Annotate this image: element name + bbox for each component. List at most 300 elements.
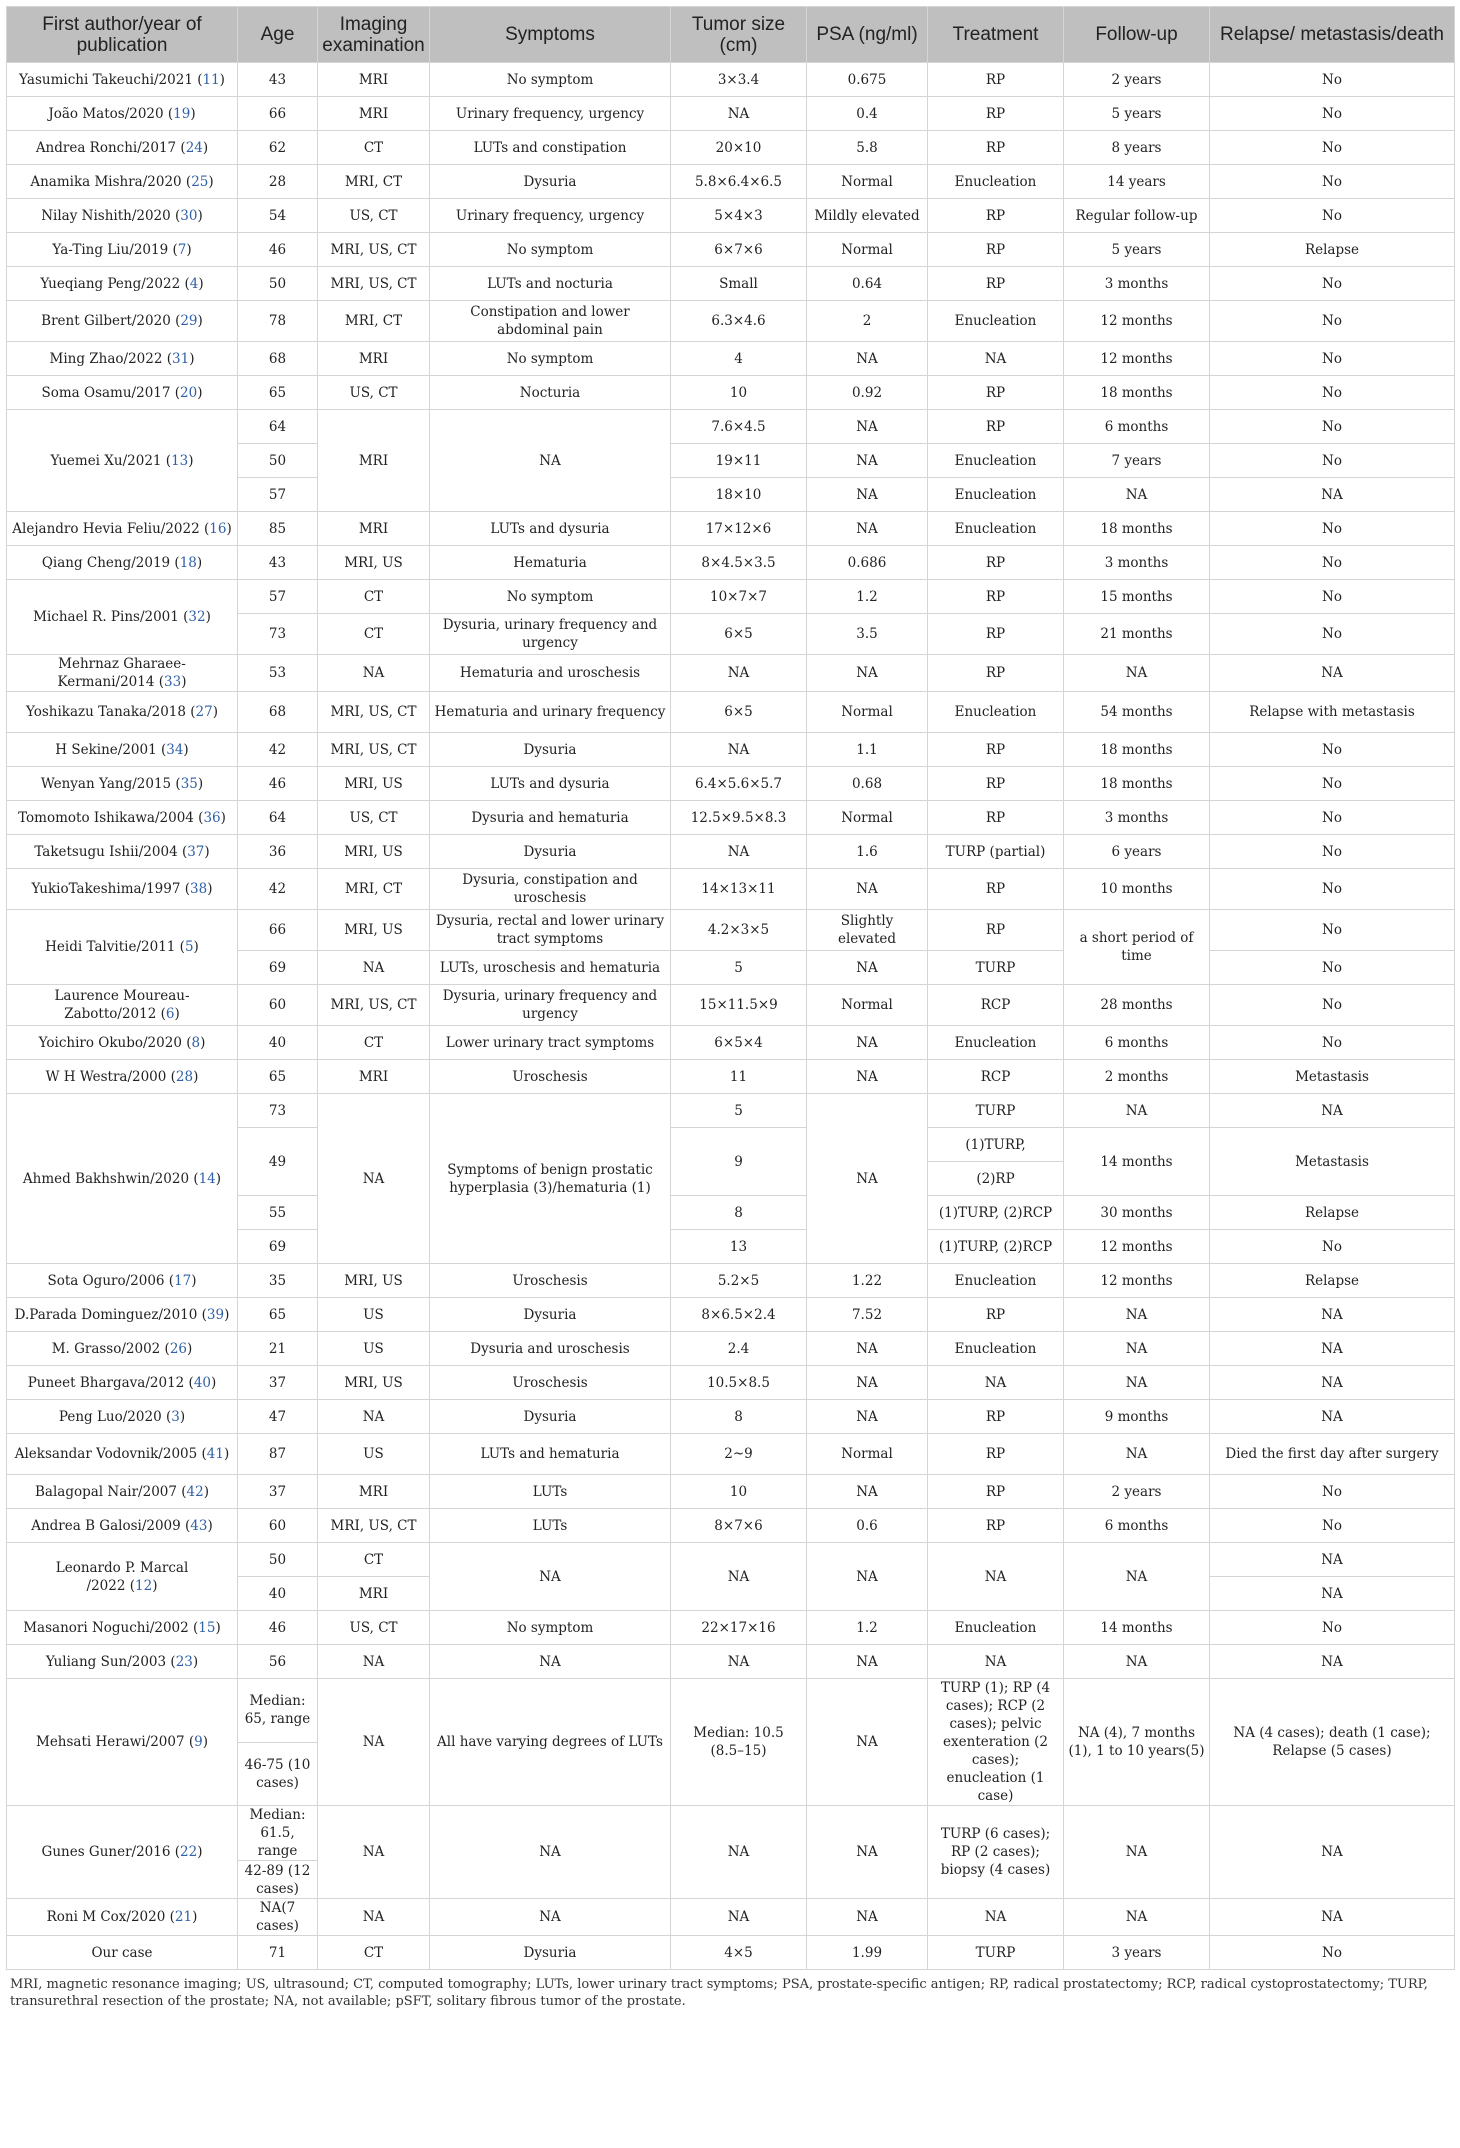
header-treatment: Treatment bbox=[928, 7, 1064, 63]
cell-author: Yoichiro Okubo/2020 (8) bbox=[7, 1026, 238, 1060]
cell-psa: NA bbox=[807, 1094, 928, 1264]
reference-link[interactable]: 25 bbox=[191, 173, 209, 190]
cell-treatment: RP bbox=[928, 233, 1064, 267]
reference-link[interactable]: 12 bbox=[135, 1577, 153, 1594]
cell-imaging: MRI, US bbox=[318, 1366, 430, 1400]
cell-imaging: MRI, US, CT bbox=[318, 1509, 430, 1543]
reference-link[interactable]: 30 bbox=[180, 207, 198, 224]
cell-symptoms: Dysuria bbox=[430, 733, 671, 767]
cell-treatment: RP bbox=[928, 97, 1064, 131]
cell-followup: 9 months bbox=[1064, 1400, 1210, 1434]
table-row bbox=[7, 1806, 1455, 1861]
cell-psa: NA bbox=[807, 444, 928, 478]
cell-symptoms: Dysuria, rectal and lower urinary tract symptoms bbox=[430, 910, 671, 951]
cell-relapse: No bbox=[1210, 869, 1455, 910]
cell-imaging: MRI bbox=[318, 1475, 430, 1509]
cell-tumor-size: 17×12×6 bbox=[671, 512, 807, 546]
cell-treatment: TURP bbox=[928, 1936, 1064, 1970]
cell-treatment: RP bbox=[928, 1509, 1064, 1543]
reference-link[interactable]: 38 bbox=[190, 881, 208, 897]
reference-link[interactable]: 5 bbox=[184, 939, 194, 955]
cell-relapse: No bbox=[1210, 1475, 1455, 1509]
cell-age: 71 bbox=[238, 1936, 318, 1970]
cell-followup: 6 months bbox=[1064, 1509, 1210, 1543]
cell-treatment: (1)TURP, bbox=[928, 1128, 1064, 1162]
cell-followup: a short period of time bbox=[1064, 910, 1210, 985]
cell-tumor-size: 10 bbox=[671, 376, 807, 410]
reference-link[interactable]: 41 bbox=[206, 1446, 224, 1462]
cell-relapse: NA (4 cases); death (1 case); Relapse (5 cases) bbox=[1210, 1679, 1455, 1806]
table-row bbox=[7, 546, 1455, 580]
reference-link[interactable]: 19 bbox=[173, 105, 191, 122]
cell-imaging: MRI, US bbox=[318, 1264, 430, 1298]
cell-relapse: No bbox=[1210, 410, 1455, 444]
cell-relapse: NA bbox=[1210, 1366, 1455, 1400]
cell-followup: NA bbox=[1064, 1543, 1210, 1611]
cell-psa: 5.8 bbox=[807, 131, 928, 165]
reference-link[interactable]: 24 bbox=[185, 139, 203, 156]
cell-relapse: Relapse bbox=[1210, 1196, 1455, 1230]
cell-author: Balagopal Nair/2007 (42) bbox=[7, 1475, 238, 1509]
cell-age: 36 bbox=[238, 835, 318, 869]
table-body bbox=[7, 63, 1455, 1970]
reference-link[interactable]: 32 bbox=[188, 609, 206, 625]
cell-followup: 3 months bbox=[1064, 801, 1210, 835]
cell-tumor-size: 6×5×4 bbox=[671, 1026, 807, 1060]
reference-link[interactable]: 4 bbox=[189, 275, 199, 292]
cell-imaging: CT bbox=[318, 1026, 430, 1060]
cell-imaging: US, CT bbox=[318, 199, 430, 233]
cell-imaging: NA bbox=[318, 1899, 430, 1936]
cell-followup: NA bbox=[1064, 1366, 1210, 1400]
cell-symptoms: Dysuria and hematuria bbox=[430, 801, 671, 835]
cell-age: 57 bbox=[238, 580, 318, 614]
cell-author: Yueqiang Peng/2022 (4) bbox=[7, 267, 238, 301]
cell-relapse: No bbox=[1210, 835, 1455, 869]
table-row bbox=[7, 801, 1455, 835]
cell-imaging: NA bbox=[318, 1400, 430, 1434]
reference-link[interactable]: 29 bbox=[180, 313, 198, 329]
cell-followup: 15 months bbox=[1064, 580, 1210, 614]
cell-followup: 2 months bbox=[1064, 1060, 1210, 1094]
cell-tumor-size: 3×3.4 bbox=[671, 63, 807, 97]
cell-imaging: MRI, US bbox=[318, 546, 430, 580]
reference-link[interactable]: 7 bbox=[177, 241, 187, 258]
cell-psa: 1.2 bbox=[807, 580, 928, 614]
cell-imaging: US bbox=[318, 1434, 430, 1475]
cell-imaging: CT bbox=[318, 131, 430, 165]
cell-psa: Normal bbox=[807, 692, 928, 733]
table-row bbox=[7, 376, 1455, 410]
cell-treatment: NA bbox=[928, 342, 1064, 376]
cell-age: 55 bbox=[238, 1196, 318, 1230]
cell-psa: 3.5 bbox=[807, 614, 928, 655]
cell-treatment: TURP (1); RP (4 cases); RCP (2 cases); pelvic exenteration (2 cases); enucleation (1 case) bbox=[928, 1679, 1064, 1806]
reference-link[interactable]: 40 bbox=[193, 1374, 212, 1391]
cell-treatment: Enucleation bbox=[928, 1264, 1064, 1298]
reference-link[interactable]: 22 bbox=[180, 1844, 198, 1860]
cell-psa: 7.52 bbox=[807, 1298, 928, 1332]
cell-age: 43 bbox=[238, 63, 318, 97]
cell-tumor-size: 13 bbox=[671, 1230, 807, 1264]
cell-relapse: No bbox=[1210, 580, 1455, 614]
cell-age: Median: 61.5, range bbox=[238, 1806, 318, 1861]
reference-link[interactable]: 9 bbox=[194, 1734, 203, 1750]
cell-symptoms: NA bbox=[430, 1543, 671, 1611]
table-row bbox=[7, 1366, 1455, 1400]
reference-link[interactable]: 42 bbox=[186, 1483, 204, 1500]
cell-relapse: NA bbox=[1210, 655, 1455, 692]
reference-link[interactable]: 13 bbox=[171, 452, 189, 469]
cell-treatment: RCP bbox=[928, 1060, 1064, 1094]
cell-treatment: RP bbox=[928, 910, 1064, 951]
cell-relapse: No bbox=[1210, 63, 1455, 97]
table-row bbox=[7, 1298, 1455, 1332]
cell-author: Brent Gilbert/2020 (29) bbox=[7, 301, 238, 342]
cell-imaging: MRI, US, CT bbox=[318, 233, 430, 267]
table-row bbox=[7, 342, 1455, 376]
reference-link[interactable]: 8 bbox=[191, 1034, 201, 1051]
cell-author: Taketsugu Ishii/2004 (37) bbox=[7, 835, 238, 869]
cell-imaging: MRI bbox=[318, 512, 430, 546]
cell-author: Masanori Noguchi/2002 (15) bbox=[7, 1611, 238, 1645]
cell-psa: 0.64 bbox=[807, 267, 928, 301]
table-row bbox=[7, 267, 1455, 301]
cell-tumor-size: Median: 10.5 (8.5–15) bbox=[671, 1679, 807, 1806]
cell-symptoms: No symptom bbox=[430, 580, 671, 614]
reference-link[interactable]: 17 bbox=[174, 1272, 192, 1289]
cell-treatment: Enucleation bbox=[928, 165, 1064, 199]
cell-followup: NA bbox=[1064, 1645, 1210, 1679]
cell-age: 78 bbox=[238, 301, 318, 342]
cell-author: Yoshikazu Tanaka/2018 (27) bbox=[7, 692, 238, 733]
cell-treatment: RP bbox=[928, 580, 1064, 614]
table-row bbox=[7, 63, 1455, 97]
cell-author: Ahmed Bakhshwin/2020 (14) bbox=[7, 1094, 238, 1264]
cell-symptoms: Dysuria, urinary frequency and urgency bbox=[430, 614, 671, 655]
cell-psa: 1.6 bbox=[807, 835, 928, 869]
cell-symptoms: LUTs and constipation bbox=[430, 131, 671, 165]
cell-psa: 1.22 bbox=[807, 1264, 928, 1298]
cell-followup: NA bbox=[1064, 1094, 1210, 1128]
reference-link[interactable]: 6 bbox=[165, 1006, 175, 1022]
table-row bbox=[7, 910, 1455, 951]
cell-tumor-size: 5×4×3 bbox=[671, 199, 807, 233]
cell-psa: NA bbox=[807, 1366, 928, 1400]
cell-relapse: NA bbox=[1210, 1332, 1455, 1366]
cell-age: 65 bbox=[238, 1298, 318, 1332]
cell-treatment: Enucleation bbox=[928, 444, 1064, 478]
header-symptoms: Symptoms bbox=[430, 7, 671, 63]
cell-tumor-size: 7.6×4.5 bbox=[671, 410, 807, 444]
reference-link[interactable]: 31 bbox=[172, 350, 190, 367]
cell-author: João Matos/2020 (19) bbox=[7, 97, 238, 131]
cell-psa: NA bbox=[807, 1400, 928, 1434]
reference-link[interactable]: 20 bbox=[180, 384, 198, 401]
cell-tumor-size: 5.2×5 bbox=[671, 1264, 807, 1298]
cell-imaging: MRI, US bbox=[318, 767, 430, 801]
cell-symptoms: Symptoms of benign prostatic hyperplasia (3)/hematuria (1) bbox=[430, 1094, 671, 1264]
cell-symptoms: NA bbox=[430, 1645, 671, 1679]
cell-psa: NA bbox=[807, 410, 928, 444]
table-row bbox=[7, 1679, 1455, 1743]
cell-author: Peng Luo/2020 (3) bbox=[7, 1400, 238, 1434]
cell-age: 37 bbox=[238, 1366, 318, 1400]
cell-age: 66 bbox=[238, 910, 318, 951]
cell-author: Ming Zhao/2022 (31) bbox=[7, 342, 238, 376]
cell-psa: 0.6 bbox=[807, 1509, 928, 1543]
cell-age: 56 bbox=[238, 1645, 318, 1679]
cell-symptoms: LUTs bbox=[430, 1509, 671, 1543]
cell-relapse: No bbox=[1210, 1611, 1455, 1645]
cell-psa: NA bbox=[807, 1543, 928, 1611]
table-row bbox=[7, 512, 1455, 546]
reference-link[interactable]: 11 bbox=[202, 71, 220, 88]
cell-psa: Normal bbox=[807, 801, 928, 835]
cell-author: Soma Osamu/2017 (20) bbox=[7, 376, 238, 410]
table-row bbox=[7, 580, 1455, 614]
header-author: First author/year of publication bbox=[7, 7, 238, 63]
cell-relapse: No bbox=[1210, 801, 1455, 835]
table-row bbox=[7, 97, 1455, 131]
cell-author: Our case bbox=[7, 1936, 238, 1970]
cell-relapse: No bbox=[1210, 199, 1455, 233]
reference-link[interactable]: 16 bbox=[209, 520, 227, 537]
reference-link[interactable]: 36 bbox=[203, 809, 221, 826]
cell-tumor-size: 5.8×6.4×6.5 bbox=[671, 165, 807, 199]
header-tumor-size: Tumor size (cm) bbox=[671, 7, 807, 63]
cell-age: 42 bbox=[238, 733, 318, 767]
cell-relapse: No bbox=[1210, 614, 1455, 655]
cell-treatment: RP bbox=[928, 410, 1064, 444]
cell-imaging: CT bbox=[318, 580, 430, 614]
cell-psa: NA bbox=[807, 478, 928, 512]
table-row bbox=[7, 1060, 1455, 1094]
cell-age: 87 bbox=[238, 1434, 318, 1475]
cell-followup: 14 months bbox=[1064, 1611, 1210, 1645]
cell-symptoms: NA bbox=[430, 1806, 671, 1899]
table-row bbox=[7, 1332, 1455, 1366]
cell-imaging: MRI bbox=[318, 97, 430, 131]
cell-age: 64 bbox=[238, 801, 318, 835]
cell-age: 40 bbox=[238, 1026, 318, 1060]
cell-tumor-size: 5 bbox=[671, 1094, 807, 1128]
cell-psa: NA bbox=[807, 1806, 928, 1899]
cell-treatment: RP bbox=[928, 801, 1064, 835]
reference-link[interactable]: 15 bbox=[198, 1619, 216, 1636]
cell-symptoms: Hematuria bbox=[430, 546, 671, 580]
header-followup: Follow-up bbox=[1064, 7, 1210, 63]
cell-tumor-size: 5 bbox=[671, 951, 807, 985]
cell-relapse: No bbox=[1210, 951, 1455, 985]
cell-treatment: RP bbox=[928, 1400, 1064, 1434]
cell-imaging: NA bbox=[318, 1645, 430, 1679]
table-row bbox=[7, 410, 1455, 444]
cell-tumor-size: 4×5 bbox=[671, 1936, 807, 1970]
cell-tumor-size: NA bbox=[671, 1543, 807, 1611]
cell-tumor-size: 18×10 bbox=[671, 478, 807, 512]
cell-followup: 3 years bbox=[1064, 1936, 1210, 1970]
cell-psa: NA bbox=[807, 1899, 928, 1936]
cell-relapse: No bbox=[1210, 546, 1455, 580]
cell-symptoms: Dysuria bbox=[430, 165, 671, 199]
cell-treatment: Enucleation bbox=[928, 1026, 1064, 1060]
table-row bbox=[7, 1509, 1455, 1543]
cell-tumor-size: 8 bbox=[671, 1196, 807, 1230]
cell-followup: 5 years bbox=[1064, 97, 1210, 131]
cell-imaging: NA bbox=[318, 1679, 430, 1806]
reference-link[interactable]: 23 bbox=[175, 1653, 193, 1670]
cell-treatment: Enucleation bbox=[928, 301, 1064, 342]
reference-link[interactable]: 3 bbox=[171, 1408, 180, 1425]
cell-tumor-size: 15×11.5×9 bbox=[671, 985, 807, 1026]
table-row bbox=[7, 1434, 1455, 1475]
cell-psa: 0.686 bbox=[807, 546, 928, 580]
header-age: Age bbox=[238, 7, 318, 63]
cell-symptoms: LUTs, uroschesis and hematuria bbox=[430, 951, 671, 985]
cell-psa: 1.1 bbox=[807, 733, 928, 767]
cell-tumor-size: 4.2×3×5 bbox=[671, 910, 807, 951]
cell-psa: NA bbox=[807, 342, 928, 376]
cell-tumor-size: NA bbox=[671, 1645, 807, 1679]
cell-followup: 14 years bbox=[1064, 165, 1210, 199]
cell-age: 46 bbox=[238, 1611, 318, 1645]
cell-treatment: Enucleation bbox=[928, 1332, 1064, 1366]
table-row bbox=[7, 1026, 1455, 1060]
cell-relapse: NA bbox=[1210, 478, 1455, 512]
cell-psa: 0.4 bbox=[807, 97, 928, 131]
cell-symptoms: All have varying degrees of LUTs bbox=[430, 1679, 671, 1806]
table-row bbox=[7, 1264, 1455, 1298]
header-imaging: Imaging examination bbox=[318, 7, 430, 63]
cell-age: Median: 65, range bbox=[238, 1679, 318, 1743]
cell-followup: 8 years bbox=[1064, 131, 1210, 165]
cell-tumor-size: Small bbox=[671, 267, 807, 301]
cell-treatment: RP bbox=[928, 1475, 1064, 1509]
cell-relapse: No bbox=[1210, 512, 1455, 546]
cell-imaging: CT bbox=[318, 1936, 430, 1970]
cell-symptoms: Dysuria, constipation and uroschesis bbox=[430, 869, 671, 910]
reference-link[interactable]: 37 bbox=[187, 843, 205, 860]
cell-psa: NA bbox=[807, 512, 928, 546]
cell-author: M. Grasso/2002 (26) bbox=[7, 1332, 238, 1366]
cell-psa: NA bbox=[807, 1645, 928, 1679]
cell-tumor-size: 6×7×6 bbox=[671, 233, 807, 267]
cell-imaging: US, CT bbox=[318, 1611, 430, 1645]
reference-link[interactable]: 35 bbox=[180, 775, 198, 792]
cell-imaging: MRI, CT bbox=[318, 301, 430, 342]
cell-treatment: RP bbox=[928, 1434, 1064, 1475]
cell-followup: Regular follow-up bbox=[1064, 199, 1210, 233]
reference-link[interactable]: 21 bbox=[174, 1909, 193, 1925]
cell-symptoms: LUTs and hematuria bbox=[430, 1434, 671, 1475]
header-psa: PSA (ng/ml) bbox=[807, 7, 928, 63]
cell-symptoms: Constipation and lower abdominal pain bbox=[430, 301, 671, 342]
cell-tumor-size: 10 bbox=[671, 1475, 807, 1509]
cell-treatment: RP bbox=[928, 63, 1064, 97]
cell-treatment: RP bbox=[928, 733, 1064, 767]
cell-age: 85 bbox=[238, 512, 318, 546]
reference-link[interactable]: 33 bbox=[164, 674, 182, 690]
cell-psa: 1.2 bbox=[807, 1611, 928, 1645]
cell-followup: 18 months bbox=[1064, 733, 1210, 767]
cell-author: Tomomoto Ishikawa/2004 (36) bbox=[7, 801, 238, 835]
cell-treatment: Enucleation bbox=[928, 692, 1064, 733]
cell-treatment: Enucleation bbox=[928, 478, 1064, 512]
table-row bbox=[7, 1936, 1455, 1970]
cell-imaging: CT bbox=[318, 614, 430, 655]
cell-treatment: RP bbox=[928, 199, 1064, 233]
table-row bbox=[7, 692, 1455, 733]
cell-age: 68 bbox=[238, 692, 318, 733]
cell-imaging: MRI bbox=[318, 63, 430, 97]
cell-treatment: RP bbox=[928, 655, 1064, 692]
cell-treatment: Enucleation bbox=[928, 512, 1064, 546]
cell-age: 65 bbox=[238, 1060, 318, 1094]
cell-age: 57 bbox=[238, 478, 318, 512]
cell-treatment: RCP bbox=[928, 985, 1064, 1026]
table-row bbox=[7, 733, 1455, 767]
cell-tumor-size: 6.4×5.6×5.7 bbox=[671, 767, 807, 801]
reference-link[interactable]: 26 bbox=[169, 1340, 188, 1357]
reference-link[interactable]: 14 bbox=[198, 1170, 216, 1187]
cell-tumor-size: 11 bbox=[671, 1060, 807, 1094]
cell-psa: Normal bbox=[807, 165, 928, 199]
table-row bbox=[7, 131, 1455, 165]
cell-psa: 2 bbox=[807, 301, 928, 342]
reference-link[interactable]: 28 bbox=[175, 1068, 194, 1085]
cell-tumor-size: 22×17×16 bbox=[671, 1611, 807, 1645]
cell-author: Anamika Mishra/2020 (25) bbox=[7, 165, 238, 199]
cell-treatment: TURP bbox=[928, 1094, 1064, 1128]
cell-imaging: US bbox=[318, 1298, 430, 1332]
literature-table bbox=[6, 6, 1455, 1970]
cell-tumor-size: NA bbox=[671, 1806, 807, 1899]
cell-author: Yuemei Xu/2021 (13) bbox=[7, 410, 238, 512]
cell-age: 46 bbox=[238, 767, 318, 801]
cell-age: 43 bbox=[238, 546, 318, 580]
cell-followup: NA (4), 7 months (1), 1 to 10 years(5) bbox=[1064, 1679, 1210, 1806]
reference-link[interactable]: 27 bbox=[195, 704, 213, 720]
cell-age: 69 bbox=[238, 951, 318, 985]
cell-author: Aleksandar Vodovnik/2005 (41) bbox=[7, 1434, 238, 1475]
cell-author: Sota Oguro/2006 (17) bbox=[7, 1264, 238, 1298]
header-relapse: Relapse/ metastasis/death bbox=[1210, 7, 1455, 63]
cell-relapse: No bbox=[1210, 1230, 1455, 1264]
cell-age: 50 bbox=[238, 267, 318, 301]
reference-link[interactable]: 34 bbox=[166, 741, 184, 758]
cell-psa: NA bbox=[807, 1475, 928, 1509]
cell-author: Laurence Moureau-Zabotto/2012 (6) bbox=[7, 985, 238, 1026]
cell-followup: 18 months bbox=[1064, 767, 1210, 801]
cell-treatment: TURP (6 cases); RP (2 cases); biopsy (4 cases) bbox=[928, 1806, 1064, 1899]
cell-tumor-size: 8 bbox=[671, 1400, 807, 1434]
cell-relapse: NA bbox=[1210, 1094, 1455, 1128]
cell-relapse: No bbox=[1210, 376, 1455, 410]
cell-tumor-size: NA bbox=[671, 835, 807, 869]
reference-link[interactable]: 18 bbox=[179, 554, 197, 571]
cell-symptoms: Uroschesis bbox=[430, 1264, 671, 1298]
cell-author: Heidi Talvitie/2011 (5) bbox=[7, 910, 238, 985]
cell-author: H Sekine/2001 (34) bbox=[7, 733, 238, 767]
reference-link[interactable]: 39 bbox=[206, 1306, 225, 1323]
cell-age: 69 bbox=[238, 1230, 318, 1264]
cell-author: Ya-Ting Liu/2019 (7) bbox=[7, 233, 238, 267]
cell-symptoms: Lower urinary tract symptoms bbox=[430, 1026, 671, 1060]
cell-followup: NA bbox=[1064, 1434, 1210, 1475]
reference-link[interactable]: 43 bbox=[190, 1517, 208, 1534]
cell-age: 35 bbox=[238, 1264, 318, 1298]
